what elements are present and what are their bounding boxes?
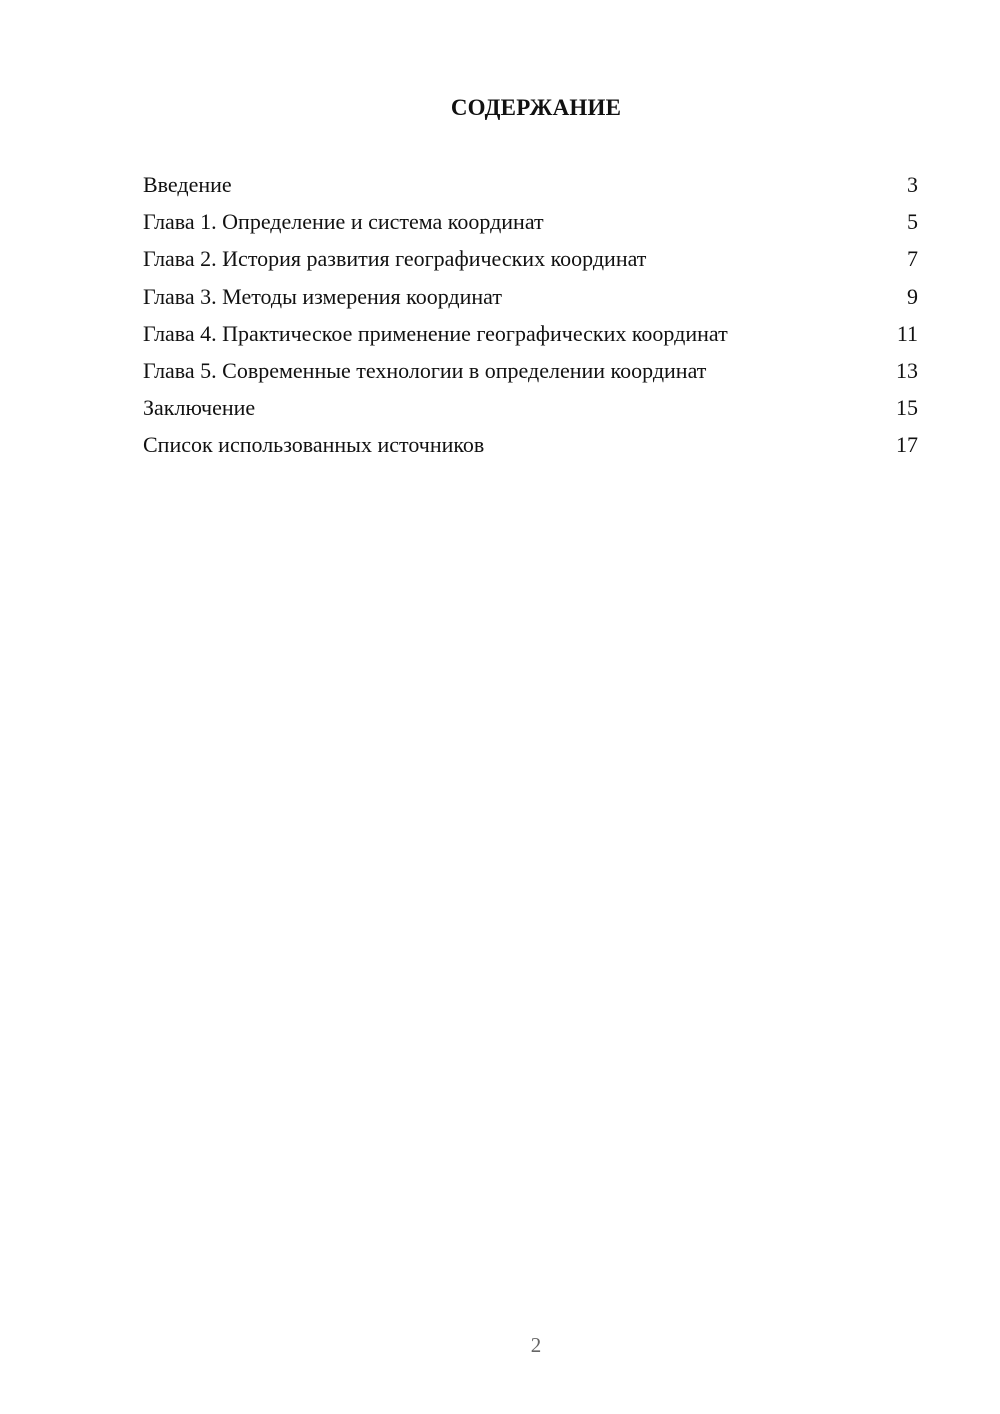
toc-title: СОДЕРЖАНИЕ xyxy=(450,95,622,120)
toc-entry-references xyxy=(143,428,918,465)
toc-entry-chapter-5 xyxy=(143,354,918,391)
toc-entry-page: 11 xyxy=(896,320,918,346)
toc-entry-page: 7 xyxy=(907,246,918,272)
toc-entry-page: 17 xyxy=(896,432,918,458)
toc-entry-introduction xyxy=(143,168,918,205)
toc-entry-chapter-4 xyxy=(143,317,918,354)
toc-entry-label: Заключение xyxy=(143,395,256,421)
toc-entry-chapter-1 xyxy=(143,205,918,242)
toc-entry-chapter-3 xyxy=(143,280,918,317)
page-number: 2 xyxy=(530,1333,542,1357)
toc-entry-page: 5 xyxy=(907,209,918,235)
toc-entry-page: 9 xyxy=(907,283,918,309)
toc-entry-chapter-2 xyxy=(143,242,918,279)
toc-entry-label: Глава 3. Методы измерения координат xyxy=(143,283,502,309)
toc-entry-page: 15 xyxy=(896,395,918,421)
toc-entry-page: 13 xyxy=(896,357,918,383)
toc-entry-label: Глава 2. История развития географических координат xyxy=(143,246,647,272)
toc-entry-label: Глава 5. Современные технологии в определении координат xyxy=(143,357,707,383)
toc-entry-page: 3 xyxy=(907,172,918,197)
table-of-contents xyxy=(143,168,918,466)
toc-entry-label: Список использованных источников xyxy=(143,432,485,458)
toc-entry-label: Введение xyxy=(143,172,232,197)
toc-entry-label: Глава 1. Определение и система координат xyxy=(143,209,544,235)
toc-entry-conclusion xyxy=(143,391,918,428)
toc-entry-label: Глава 4. Практическое применение географических координат xyxy=(143,320,728,346)
